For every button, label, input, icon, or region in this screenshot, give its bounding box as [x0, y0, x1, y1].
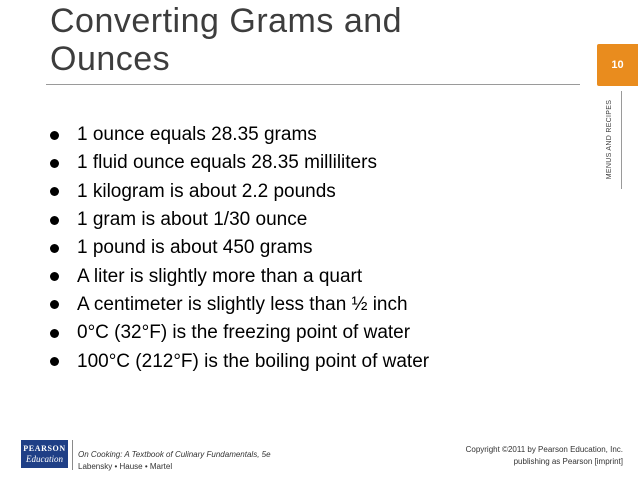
slide-title-line-1: Converting Grams and: [50, 2, 403, 40]
book-title: On Cooking: A Textbook of Culinary Fundamentals, 5e: [78, 450, 271, 459]
footer-divider: [72, 440, 73, 470]
bullet-item: [48, 319, 429, 347]
title-underline: [46, 84, 580, 85]
chapter-side-label: [603, 91, 617, 187]
copyright-line-1: Copyright ©2011 by Pearson Education, Inc.: [465, 445, 623, 454]
bullet-item: [48, 347, 429, 375]
bullet-dot-icon: [50, 272, 59, 281]
chapter-side-label-text: MENUS AND RECIPES: [606, 99, 614, 179]
bullet-dot-icon: [50, 244, 59, 253]
slide-title-line-2: Ounces: [50, 40, 171, 78]
bullet-dot-icon: [50, 357, 59, 366]
page-number-badge: 10: [597, 44, 638, 86]
bullet-text: A liter is slightly more than a quart: [77, 265, 363, 287]
bullet-text: 1 ounce equals 28.35 grams: [77, 124, 317, 146]
bullet-text: 1 pound is about 450 grams: [77, 237, 313, 259]
bullet-text: 1 gram is about 1/30 ounce: [77, 209, 308, 231]
bullet-item: [48, 121, 429, 149]
book-authors: Labensky • Hause • Martel: [78, 462, 173, 471]
bullet-text: 100°C (212°F) is the boiling point of water: [77, 350, 430, 372]
bullet-text: 1 fluid ounce equals 28.35 milliliters: [77, 152, 377, 174]
pearson-education-logo: [21, 440, 68, 468]
bullet-text: 0°C (32°F) is the freezing point of water: [77, 322, 411, 344]
logo-text-education: Education: [26, 454, 63, 464]
bullet-list: [48, 121, 429, 376]
bullet-dot-icon: [50, 187, 59, 196]
bullet-dot-icon: [50, 300, 59, 309]
bullet-item: [48, 234, 429, 262]
copyright-notice: [466, 444, 623, 468]
bullet-text: 1 kilogram is about 2.2 pounds: [77, 180, 336, 202]
bullet-item: [48, 291, 429, 319]
side-divider: [621, 91, 622, 189]
slide-title: [50, 2, 590, 78]
bullet-dot-icon: [50, 216, 59, 225]
bullet-dot-icon: [50, 159, 59, 168]
bullet-item: [48, 262, 429, 290]
bullet-item: [48, 206, 429, 234]
bullet-item: [48, 149, 429, 177]
bullet-text: A centimeter is slightly less than ½ inch: [77, 293, 408, 315]
bullet-item: [48, 178, 429, 206]
bullet-dot-icon: [50, 329, 59, 338]
copyright-line-2: publishing as Pearson [imprint]: [513, 457, 623, 466]
logo-text-pearson: PEARSON: [23, 444, 66, 453]
bullet-dot-icon: [50, 131, 59, 140]
